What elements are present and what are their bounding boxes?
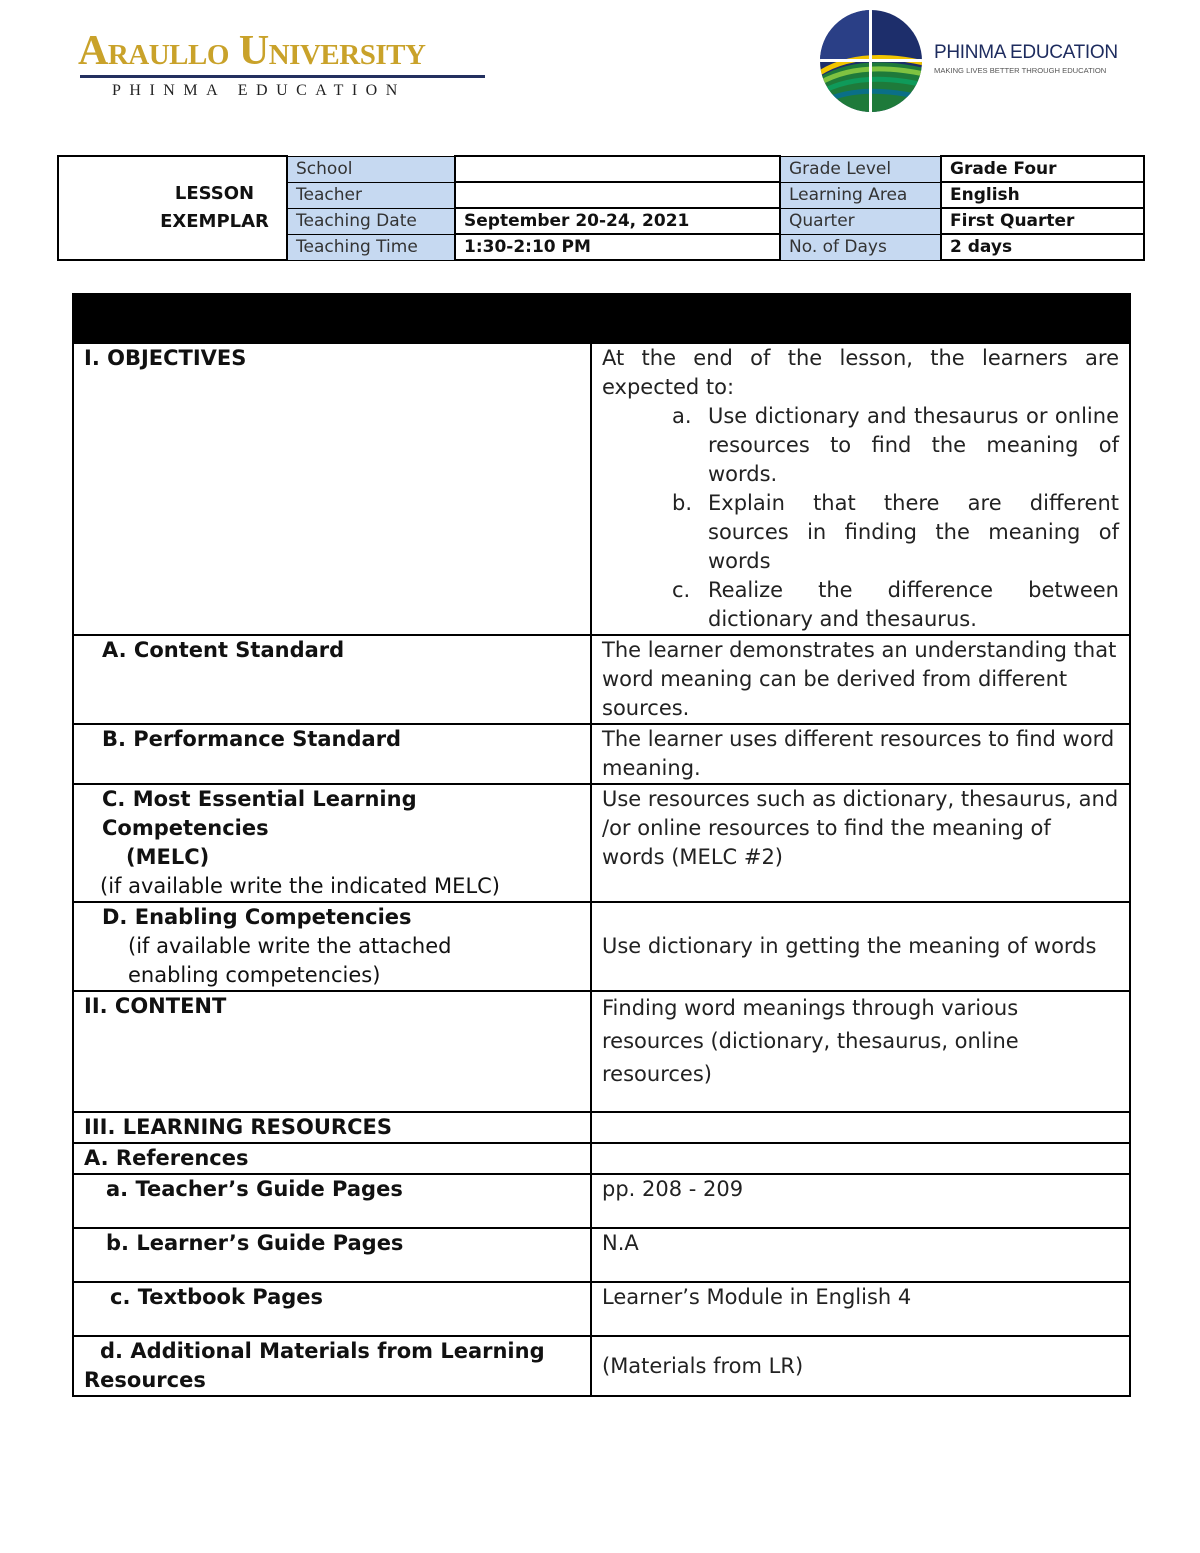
objective-item [602,489,1119,576]
objective-item [602,402,1119,489]
melc-label-abbrev: (MELC) [126,845,210,869]
teacher-label: Teacher [287,182,455,208]
quarter-value: First Quarter [941,208,1144,234]
enabling-label: D. Enabling Competencies [102,905,412,929]
enabling-value: Use dictionary in getting the meaning of words [591,902,1130,991]
phinma-globe-icon [818,8,924,114]
learners-guide-label: b. Learner’s Guide Pages [73,1228,591,1282]
lesson-info-table [57,155,1145,261]
textbook-label: c. Textbook Pages [73,1282,591,1336]
phinma-tagline: MAKING LIVES BETTER THROUGH EDUCATION [934,66,1107,75]
content-standard-label: A. Content Standard [73,635,591,724]
phinma-name: PHINMA EDUCATION [934,42,1118,63]
table-header-row [73,294,1130,343]
phinma-education-logo [818,8,1118,116]
learning-resources-value [591,1112,1130,1143]
enabling-row [73,902,1130,991]
textbook-row [73,1282,1130,1336]
grade-level-value: Grade Four [941,156,1144,182]
learners-guide-value: N.A [591,1228,1130,1282]
teacher-value [455,182,780,208]
objectives-list [602,402,1119,634]
learning-resources-label: III. LEARNING RESOURCES [73,1112,591,1143]
learning-resources-row [73,1112,1130,1143]
learning-area-value: English [941,182,1144,208]
enabling-note: (if available write the attached enabling competencies) [128,934,452,987]
content-standard-value: The learner demonstrates an understanding that word meaning can be derived from different sources. [591,635,1130,724]
objectives-intro: At the end of the lesson, the learners are expected to: [602,346,1119,399]
quarter-label: Quarter [780,208,941,234]
header-cell-right [591,294,1130,343]
objectives-cell [591,343,1130,635]
lesson-plan-table [72,293,1131,1397]
references-row [73,1143,1130,1174]
learning-area-label: Learning Area [780,182,941,208]
content-row [73,991,1130,1112]
references-label: A. References [73,1143,591,1174]
school-label: School [287,156,455,182]
objectives-label: I. OBJECTIVES [73,343,591,635]
objective-marker: a. [672,404,692,428]
melc-label: C. Most Essential Learning Competencies [102,787,417,840]
objective-text: Explain that there are different sources in finding the meaning of words [708,491,1119,573]
university-subtitle: PHINMA EDUCATION [112,82,406,99]
melc-note: (if available write the indicated MELC) [100,874,500,898]
teachers-guide-label: a. Teacher’s Guide Pages [73,1174,591,1228]
performance-standard-label: B. Performance Standard [73,724,591,784]
content-standard-row [73,635,1130,724]
no-of-days-value: 2 days [941,234,1144,260]
university-name: Araullo University [78,28,426,74]
lesson-exemplar-title: LESSON EXEMPLAR [58,156,287,260]
objective-text: Realize the difference between dictionary and thesaurus. [708,578,1119,631]
additional-materials-row [73,1336,1130,1396]
objective-text: Use dictionary and thesaurus or online resources to find the meaning of words. [708,404,1119,486]
learners-guide-row [73,1228,1130,1282]
enabling-cell [73,902,591,991]
objectives-row [73,343,1130,635]
references-value [591,1143,1130,1174]
grade-level-label: Grade Level [780,156,941,182]
performance-standard-value: The learner uses different resources to find word meaning. [591,724,1130,784]
teaching-time-value: 1:30-2:10 PM [455,234,780,260]
content-label: II. CONTENT [73,991,591,1112]
no-of-days-label: No. of Days [780,234,941,260]
teaching-time-label: Teaching Time [287,234,455,260]
objective-marker: b. [672,491,693,515]
objective-item [602,576,1119,634]
textbook-value: Learner’s Module in English 4 [591,1282,1130,1336]
objective-marker: c. [672,578,691,602]
teaching-date-label: Teaching Date [287,208,455,234]
teachers-guide-value: pp. 208 - 209 [591,1174,1130,1228]
content-value: Finding word meanings through various resources (dictionary, thesaurus, online resources) [591,991,1130,1112]
performance-standard-row [73,724,1130,784]
melc-row [73,784,1130,902]
melc-value: Use resources such as dictionary, thesaurus, and /or online resources to find the meaning of words (MELC #2) [591,784,1130,902]
header-cell-left [73,294,591,343]
additional-materials-link[interactable]: (Materials from LR) [591,1336,1130,1396]
logo-rule [80,75,485,78]
teaching-date-value: September 20-24, 2021 [455,208,780,234]
teachers-guide-row [73,1174,1130,1228]
melc-cell [73,784,591,902]
school-value [455,156,780,182]
additional-materials-label: d. Additional Materials from Learning Resources [73,1336,591,1396]
araullo-university-logo [78,30,498,105]
